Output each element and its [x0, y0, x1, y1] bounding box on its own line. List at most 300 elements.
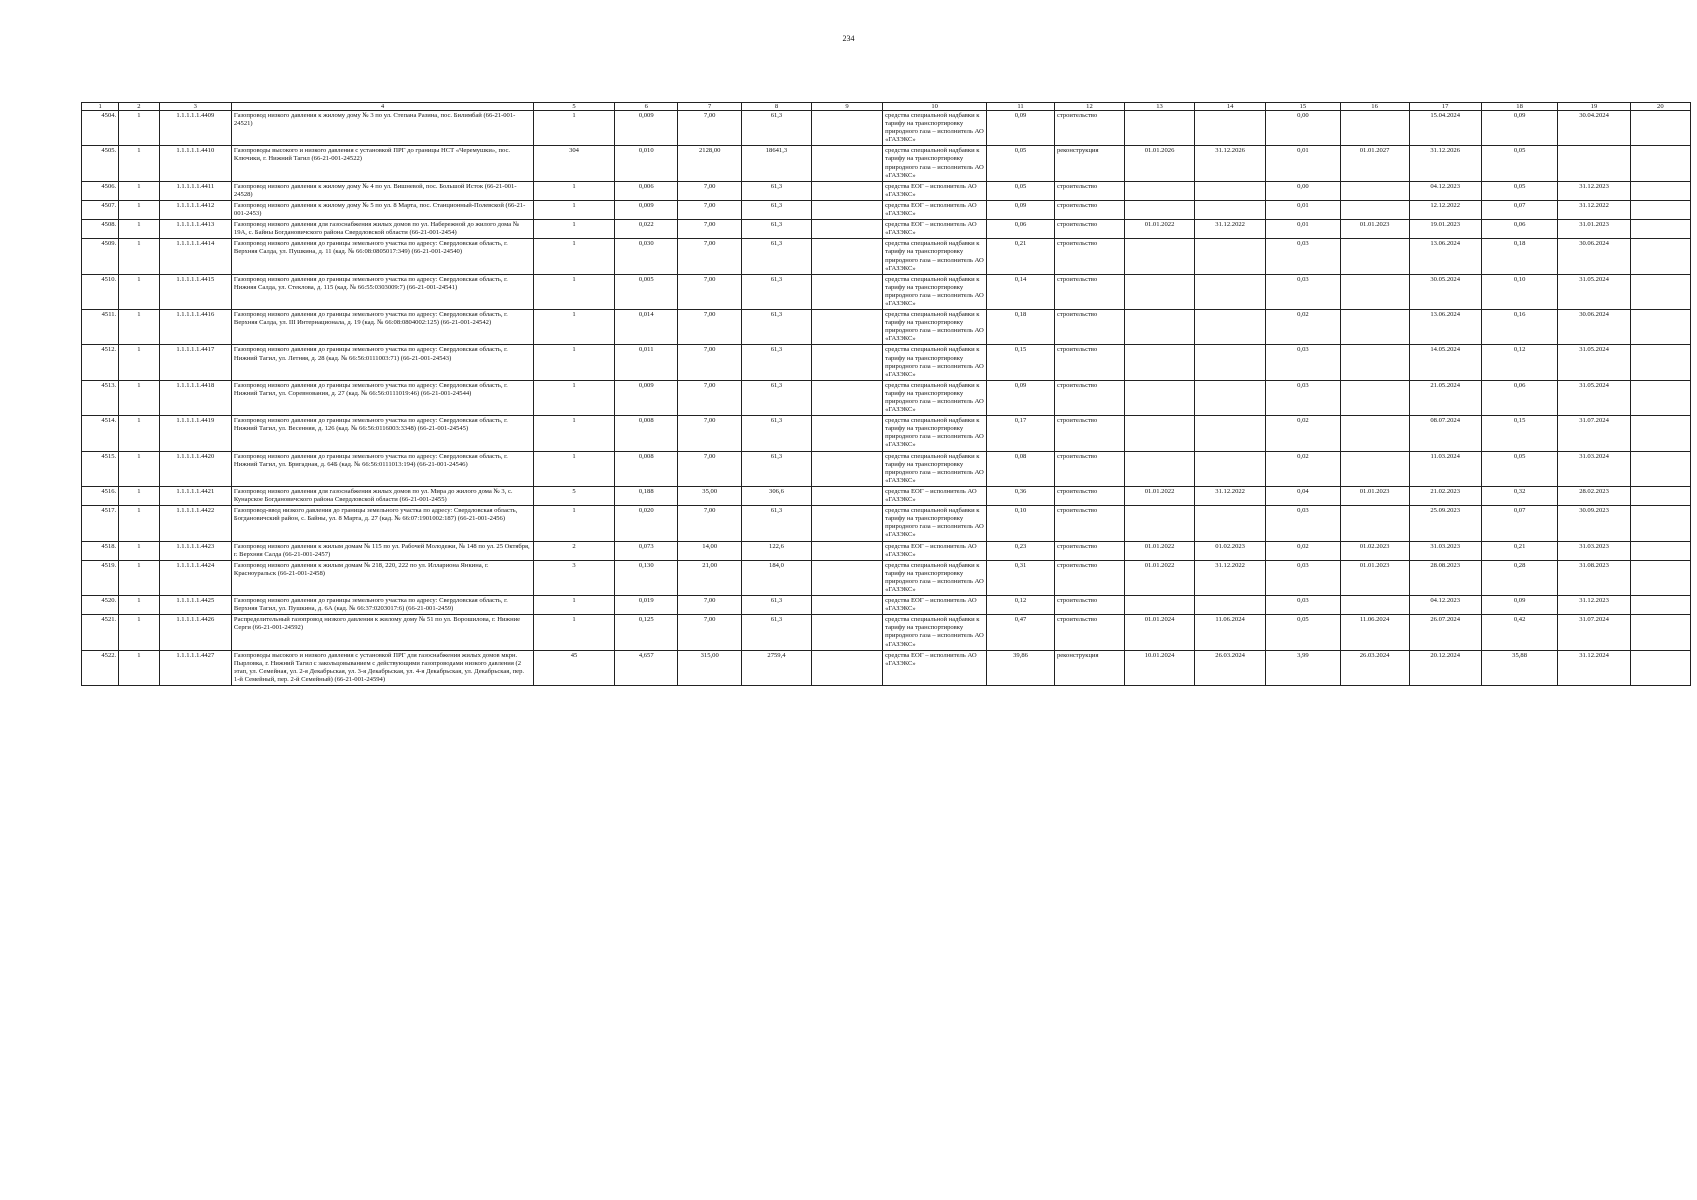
col-14: 11.06.2024 — [1195, 615, 1266, 650]
col-15: 0,02 — [1266, 310, 1340, 345]
row-number: 4508. — [82, 220, 119, 239]
col-8: 61,3 — [741, 274, 811, 309]
col-11: 0,36 — [987, 486, 1055, 505]
col-18: 0,18 — [1481, 239, 1558, 274]
col-14: 31.12.2022 — [1195, 486, 1266, 505]
col-2: 1 — [119, 181, 159, 200]
row-number: 4519. — [82, 560, 119, 595]
col-2: 1 — [119, 111, 159, 146]
col-13 — [1125, 310, 1195, 345]
col-7: 7,00 — [678, 274, 741, 309]
object-name: Газопроводы высокого и низкого давления с установкой ПРГ для газоснабжения жилых домов мкрн. Пырловка, г. Нижний Тагил с закольцовыванием с действующими газопроводами низкого давления (2 этап, ул. Семейная, ул. 2-я Декабрьская, ул. 3-я Декабрьская, ул. 4-я Декабрьская, ул. Декабрьская, пер. 1-й Семейный, пер. 2-й Семейный) (66-21-001-24594) — [231, 650, 533, 685]
col-5: 1 — [534, 220, 615, 239]
col-19: 31.03.2024 — [1558, 451, 1630, 486]
col-2: 1 — [119, 615, 159, 650]
col-8: 61,3 — [741, 111, 811, 146]
funding-source: средства специальной надбавки к тарифу на транспортировку природного газа – исполнитель АО «ГАЗЭКС» — [883, 560, 987, 595]
object-code: 1.1.1.1.1.4425 — [159, 596, 231, 615]
col-20 — [1630, 506, 1690, 541]
col-14: 31.12.2022 — [1195, 220, 1266, 239]
col-17: 20.12.2024 — [1409, 650, 1481, 685]
col-19: 30.06.2024 — [1558, 239, 1630, 274]
row-number: 4511. — [82, 310, 119, 345]
table-row — [82, 416, 1691, 451]
col-17: 08.07.2024 — [1409, 416, 1481, 451]
col-9 — [811, 650, 882, 685]
column-number-4: 4 — [231, 103, 533, 111]
col-8: 61,3 — [741, 380, 811, 415]
col-18: 0,16 — [1481, 310, 1558, 345]
investment-program-table — [81, 102, 1691, 686]
col-7: 7,00 — [678, 181, 741, 200]
col-11: 0,05 — [987, 181, 1055, 200]
col-13 — [1125, 200, 1195, 219]
col-19: 31.07.2024 — [1558, 416, 1630, 451]
object-code: 1.1.1.1.1.4427 — [159, 650, 231, 685]
col-18: 0,15 — [1481, 416, 1558, 451]
col-2: 1 — [119, 310, 159, 345]
col-16 — [1340, 310, 1409, 345]
col-2: 1 — [119, 650, 159, 685]
col-15: 0,00 — [1266, 181, 1340, 200]
col-14 — [1195, 380, 1266, 415]
object-name: Газопроводы высокого и низкого давления с установкой ПРГ до границы НСТ «Черемушки», пос. Ключики, г. Нижний Тагил (66-21-001-24522) — [231, 146, 533, 181]
col-9 — [811, 506, 882, 541]
col-17: 15.04.2024 — [1409, 111, 1481, 146]
work-type: строительство — [1054, 416, 1124, 451]
object-name: Газопровод низкого давления до границы земельного участка по адресу: Свердловская область, г. Верхняя Салда, ул. Пушкина, д. 11 (кад. № 66:08:0805017:349) (66-21-001-24540) — [231, 239, 533, 274]
col-16 — [1340, 380, 1409, 415]
col-14: 01.02.2023 — [1195, 541, 1266, 560]
col-5: 1 — [534, 451, 615, 486]
col-11: 0,12 — [987, 596, 1055, 615]
col-6: 0,011 — [615, 345, 678, 380]
table-row — [82, 541, 1691, 560]
col-14 — [1195, 451, 1266, 486]
col-6: 0,073 — [615, 541, 678, 560]
row-number: 4522. — [82, 650, 119, 685]
col-13 — [1125, 380, 1195, 415]
work-type: строительство — [1054, 506, 1124, 541]
col-5: 3 — [534, 560, 615, 595]
col-20 — [1630, 560, 1690, 595]
col-13: 01.01.2022 — [1125, 560, 1195, 595]
column-number-row — [82, 103, 1691, 111]
column-number-2: 2 — [119, 103, 159, 111]
object-code: 1.1.1.1.1.4409 — [159, 111, 231, 146]
col-16 — [1340, 274, 1409, 309]
col-9 — [811, 486, 882, 505]
col-11: 0,17 — [987, 416, 1055, 451]
col-2: 1 — [119, 560, 159, 595]
table-row — [82, 506, 1691, 541]
col-7: 7,00 — [678, 451, 741, 486]
col-6: 0,009 — [615, 111, 678, 146]
col-20 — [1630, 310, 1690, 345]
col-11: 0,21 — [987, 239, 1055, 274]
col-8: 61,3 — [741, 615, 811, 650]
col-6: 0,030 — [615, 239, 678, 274]
object-code: 1.1.1.1.1.4423 — [159, 541, 231, 560]
col-17: 13.06.2024 — [1409, 310, 1481, 345]
col-5: 1 — [534, 506, 615, 541]
col-11: 0,10 — [987, 506, 1055, 541]
column-number-19: 19 — [1558, 103, 1630, 111]
work-type: строительство — [1054, 345, 1124, 380]
col-13: 01.01.2022 — [1125, 541, 1195, 560]
col-8: 61,3 — [741, 416, 811, 451]
column-number-8: 8 — [741, 103, 811, 111]
col-15: 0,03 — [1266, 274, 1340, 309]
page-number: 234 — [842, 34, 855, 43]
col-17: 12.12.2022 — [1409, 200, 1481, 219]
col-5: 1 — [534, 274, 615, 309]
col-16: 26.03.2024 — [1340, 650, 1409, 685]
col-8: 2759,4 — [741, 650, 811, 685]
col-17: 04.12.2023 — [1409, 596, 1481, 615]
object-code: 1.1.1.1.1.4424 — [159, 560, 231, 595]
col-11: 0,14 — [987, 274, 1055, 309]
col-13 — [1125, 181, 1195, 200]
col-7: 21,00 — [678, 560, 741, 595]
column-number-1: 1 — [82, 103, 119, 111]
col-9 — [811, 596, 882, 615]
col-15: 0,03 — [1266, 380, 1340, 415]
col-9 — [811, 274, 882, 309]
table-row — [82, 181, 1691, 200]
col-6: 0,019 — [615, 596, 678, 615]
funding-source: средства специальной надбавки к тарифу на транспортировку природного газа – исполнитель АО «ГАЗЭКС» — [883, 239, 987, 274]
col-17: 31.12.2026 — [1409, 146, 1481, 181]
col-6: 0,006 — [615, 181, 678, 200]
funding-source: средства специальной надбавки к тарифу на транспортировку природного газа – исполнитель АО «ГАЗЭКС» — [883, 451, 987, 486]
funding-source: средства специальной надбавки к тарифу на транспортировку природного газа – исполнитель АО «ГАЗЭКС» — [883, 345, 987, 380]
col-20 — [1630, 451, 1690, 486]
col-14 — [1195, 345, 1266, 380]
col-7: 35,00 — [678, 486, 741, 505]
col-15: 3,99 — [1266, 650, 1340, 685]
work-type: строительство — [1054, 486, 1124, 505]
column-number-17: 17 — [1409, 103, 1481, 111]
object-name: Газопровод низкого давления к жилому дому № 5 по ул. 8 Марта, пос. Станционный-Полевской (66-21-001-2453) — [231, 200, 533, 219]
col-17: 13.06.2024 — [1409, 239, 1481, 274]
col-8: 61,3 — [741, 200, 811, 219]
col-18: 0,07 — [1481, 200, 1558, 219]
table-row — [82, 596, 1691, 615]
column-number-10: 10 — [883, 103, 987, 111]
funding-source: средства ЕОГ – исполнитель АО «ГАЗЭКС» — [883, 541, 987, 560]
row-number: 4513. — [82, 380, 119, 415]
col-18: 35,88 — [1481, 650, 1558, 685]
col-8: 61,3 — [741, 451, 811, 486]
object-name: Газопровод низкого давления для газоснабжения жилых домов по ул. Мира до жилого дома № 3, с. Кунарское Богдановичского района Свердловской области (66-21-001-2455) — [231, 486, 533, 505]
work-type: строительство — [1054, 380, 1124, 415]
col-15: 0,03 — [1266, 239, 1340, 274]
col-13: 01.01.2022 — [1125, 220, 1195, 239]
col-15: 0,01 — [1266, 200, 1340, 219]
col-9 — [811, 451, 882, 486]
table-body — [82, 111, 1691, 686]
object-code: 1.1.1.1.1.4421 — [159, 486, 231, 505]
col-19: 31.05.2024 — [1558, 380, 1630, 415]
col-9 — [811, 181, 882, 200]
funding-source: средства специальной надбавки к тарифу на транспортировку природного газа – исполнитель АО «ГАЗЭКС» — [883, 111, 987, 146]
funding-source: средства специальной надбавки к тарифу на транспортировку природного газа – исполнитель АО «ГАЗЭКС» — [883, 274, 987, 309]
table-row — [82, 560, 1691, 595]
col-6: 0,020 — [615, 506, 678, 541]
col-9 — [811, 200, 882, 219]
object-name: Газопровод низкого давления до границы земельного участка по адресу: Свердловская область, г. Нижний Тагил, ул. Бригадная, д. 64Б (кад. № 66:56:0111013:194) (66-21-001-24546) — [231, 451, 533, 486]
col-20 — [1630, 239, 1690, 274]
col-19: 31.05.2024 — [1558, 274, 1630, 309]
col-2: 1 — [119, 200, 159, 219]
object-code: 1.1.1.1.1.4417 — [159, 345, 231, 380]
funding-source: средства специальной надбавки к тарифу на транспортировку природного газа – исполнитель АО «ГАЗЭКС» — [883, 506, 987, 541]
col-14: 31.12.2026 — [1195, 146, 1266, 181]
col-7: 14,00 — [678, 541, 741, 560]
row-number: 4517. — [82, 506, 119, 541]
col-7: 315,00 — [678, 650, 741, 685]
col-6: 0,125 — [615, 615, 678, 650]
col-18: 0,05 — [1481, 451, 1558, 486]
col-17: 21.05.2024 — [1409, 380, 1481, 415]
col-18: 0,09 — [1481, 596, 1558, 615]
col-7: 7,00 — [678, 416, 741, 451]
col-18: 0,09 — [1481, 111, 1558, 146]
row-number: 4505. — [82, 146, 119, 181]
col-20 — [1630, 650, 1690, 685]
col-2: 1 — [119, 506, 159, 541]
object-code: 1.1.1.1.1.4413 — [159, 220, 231, 239]
col-11: 39,86 — [987, 650, 1055, 685]
table-row — [82, 146, 1691, 181]
row-number: 4520. — [82, 596, 119, 615]
col-2: 1 — [119, 146, 159, 181]
col-19: 31.12.2023 — [1558, 181, 1630, 200]
col-5: 1 — [534, 111, 615, 146]
col-18: 0,06 — [1481, 380, 1558, 415]
col-20 — [1630, 541, 1690, 560]
col-8: 306,6 — [741, 486, 811, 505]
work-type: строительство — [1054, 560, 1124, 595]
col-11: 0,08 — [987, 451, 1055, 486]
col-16 — [1340, 596, 1409, 615]
row-number: 4509. — [82, 239, 119, 274]
funding-source: средства ЕОГ – исполнитель АО «ГАЗЭКС» — [883, 181, 987, 200]
col-6: 0,010 — [615, 146, 678, 181]
table-row — [82, 650, 1691, 685]
table-row — [82, 310, 1691, 345]
col-9 — [811, 220, 882, 239]
col-14 — [1195, 310, 1266, 345]
col-9 — [811, 146, 882, 181]
col-15: 0,01 — [1266, 146, 1340, 181]
col-18: 0,05 — [1481, 181, 1558, 200]
col-2: 1 — [119, 345, 159, 380]
row-number: 4512. — [82, 345, 119, 380]
column-number-7: 7 — [678, 103, 741, 111]
object-code: 1.1.1.1.1.4415 — [159, 274, 231, 309]
col-2: 1 — [119, 486, 159, 505]
col-18: 0,42 — [1481, 615, 1558, 650]
col-20 — [1630, 220, 1690, 239]
row-number: 4518. — [82, 541, 119, 560]
table-row — [82, 486, 1691, 505]
col-17: 26.07.2024 — [1409, 615, 1481, 650]
col-19: 31.01.2023 — [1558, 220, 1630, 239]
funding-source: средства специальной надбавки к тарифу на транспортировку природного газа – исполнитель АО «ГАЗЭКС» — [883, 416, 987, 451]
col-17: 28.08.2023 — [1409, 560, 1481, 595]
object-name: Газопровод низкого давления к жилым домам № 115 по ул. Рабочей Молодежи, № 148 по ул. 25 Октября, г. Верхняя Салда (66-21-001-2457) — [231, 541, 533, 560]
col-6: 4,657 — [615, 650, 678, 685]
col-16: 01.01.2023 — [1340, 486, 1409, 505]
col-13: 10.01.2024 — [1125, 650, 1195, 685]
col-16 — [1340, 451, 1409, 486]
col-14 — [1195, 181, 1266, 200]
col-15: 0,02 — [1266, 416, 1340, 451]
object-name: Газопровод низкого давления до границы земельного участка по адресу: Свердловская область, г. Нижняя Салда, ул. Стеклова, д. 115 (кад. № 66:55:0303009:7) (66-21-001-24541) — [231, 274, 533, 309]
object-name: Газопровод низкого давления для газоснабжения жилых домов по ул. Набережной до жилого дома № 19А, с. Байны Богдановичского района Свердловской области (66-21-001-2454) — [231, 220, 533, 239]
col-2: 1 — [119, 451, 159, 486]
col-20 — [1630, 345, 1690, 380]
col-15: 0,02 — [1266, 541, 1340, 560]
column-number-14: 14 — [1195, 103, 1266, 111]
col-15: 0,00 — [1266, 111, 1340, 146]
col-17: 19.01.2023 — [1409, 220, 1481, 239]
col-13: 01.01.2026 — [1125, 146, 1195, 181]
col-18: 0,10 — [1481, 274, 1558, 309]
funding-source: средства ЕОГ – исполнитель АО «ГАЗЭКС» — [883, 486, 987, 505]
col-7: 7,00 — [678, 220, 741, 239]
col-20 — [1630, 596, 1690, 615]
col-8: 61,3 — [741, 506, 811, 541]
col-6: 0,009 — [615, 200, 678, 219]
col-19: 31.07.2024 — [1558, 615, 1630, 650]
row-number: 4515. — [82, 451, 119, 486]
column-number-11: 11 — [987, 103, 1055, 111]
col-20 — [1630, 181, 1690, 200]
col-13 — [1125, 416, 1195, 451]
col-2: 1 — [119, 416, 159, 451]
col-11: 0,15 — [987, 345, 1055, 380]
col-9 — [811, 541, 882, 560]
col-7: 7,00 — [678, 111, 741, 146]
col-11: 0,31 — [987, 560, 1055, 595]
work-type: строительство — [1054, 541, 1124, 560]
col-7: 7,00 — [678, 615, 741, 650]
col-19: 30.06.2024 — [1558, 310, 1630, 345]
col-2: 1 — [119, 274, 159, 309]
table-row — [82, 111, 1691, 146]
col-19: 31.12.2023 — [1558, 596, 1630, 615]
funding-source: средства специальной надбавки к тарифу на транспортировку природного газа – исполнитель АО «ГАЗЭКС» — [883, 310, 987, 345]
col-6: 0,009 — [615, 380, 678, 415]
col-8: 184,0 — [741, 560, 811, 595]
col-6: 0,014 — [615, 310, 678, 345]
column-number-16: 16 — [1340, 103, 1409, 111]
row-number: 4510. — [82, 274, 119, 309]
table-row — [82, 274, 1691, 309]
col-9 — [811, 239, 882, 274]
col-6: 0,130 — [615, 560, 678, 595]
col-13 — [1125, 596, 1195, 615]
col-20 — [1630, 486, 1690, 505]
funding-source: средства ЕОГ – исполнитель АО «ГАЗЭКС» — [883, 200, 987, 219]
col-11: 0,06 — [987, 220, 1055, 239]
col-2: 1 — [119, 239, 159, 274]
col-6: 0,008 — [615, 416, 678, 451]
object-name: Газопровод низкого давления к жилым домам № 218, 220, 222 по ул. Илларионa Янкина, г. Красноуральск (66-21-001-2458) — [231, 560, 533, 595]
col-14 — [1195, 506, 1266, 541]
col-16: 01.01.2023 — [1340, 560, 1409, 595]
col-7: 7,00 — [678, 506, 741, 541]
col-2: 1 — [119, 380, 159, 415]
column-number-5: 5 — [534, 103, 615, 111]
col-8: 61,3 — [741, 239, 811, 274]
col-16 — [1340, 111, 1409, 146]
col-9 — [811, 615, 882, 650]
col-16 — [1340, 506, 1409, 541]
col-5: 5 — [534, 486, 615, 505]
table-row — [82, 380, 1691, 415]
column-number-20: 20 — [1630, 103, 1690, 111]
object-code: 1.1.1.1.1.4419 — [159, 416, 231, 451]
col-18: 0,12 — [1481, 345, 1558, 380]
col-13 — [1125, 506, 1195, 541]
table-row — [82, 200, 1691, 219]
col-17: 04.12.2023 — [1409, 181, 1481, 200]
column-number-12: 12 — [1054, 103, 1124, 111]
table-row — [82, 220, 1691, 239]
column-number-15: 15 — [1266, 103, 1340, 111]
work-type: строительство — [1054, 111, 1124, 146]
col-7: 7,00 — [678, 239, 741, 274]
col-19: 31.08.2023 — [1558, 560, 1630, 595]
col-19: 31.12.2022 — [1558, 200, 1630, 219]
col-18: 0,06 — [1481, 220, 1558, 239]
col-5: 1 — [534, 380, 615, 415]
object-name: Газопровод низкого давления до границы земельного участка по адресу: Свердловская область, г. Нижний Тагил, ул. Летняя, д. 28 (кад. № 66:56:0111003:71) (66-21-001-24543) — [231, 345, 533, 380]
col-14 — [1195, 111, 1266, 146]
col-19: 31.03.2023 — [1558, 541, 1630, 560]
work-type: строительство — [1054, 220, 1124, 239]
object-code: 1.1.1.1.1.4414 — [159, 239, 231, 274]
col-20 — [1630, 416, 1690, 451]
col-13 — [1125, 451, 1195, 486]
col-11: 0,18 — [987, 310, 1055, 345]
col-8: 61,3 — [741, 345, 811, 380]
col-19 — [1558, 146, 1630, 181]
row-number: 4521. — [82, 615, 119, 650]
col-19: 30.04.2024 — [1558, 111, 1630, 146]
col-14 — [1195, 596, 1266, 615]
col-19: 30.09.2023 — [1558, 506, 1630, 541]
col-8: 61,3 — [741, 220, 811, 239]
col-13 — [1125, 274, 1195, 309]
col-5: 1 — [534, 239, 615, 274]
row-number: 4516. — [82, 486, 119, 505]
col-16 — [1340, 416, 1409, 451]
col-8: 122,6 — [741, 541, 811, 560]
col-5: 1 — [534, 596, 615, 615]
col-2: 1 — [119, 220, 159, 239]
work-type: строительство — [1054, 239, 1124, 274]
object-code: 1.1.1.1.1.4422 — [159, 506, 231, 541]
row-number: 4514. — [82, 416, 119, 451]
object-name: Распределительный газопровод низкого давления к жилому дому № 51 по ул. Ворошилова, г. Нижние Серги (66-21-001-24592) — [231, 615, 533, 650]
col-16: 01.02.2023 — [1340, 541, 1409, 560]
col-18: 0,28 — [1481, 560, 1558, 595]
